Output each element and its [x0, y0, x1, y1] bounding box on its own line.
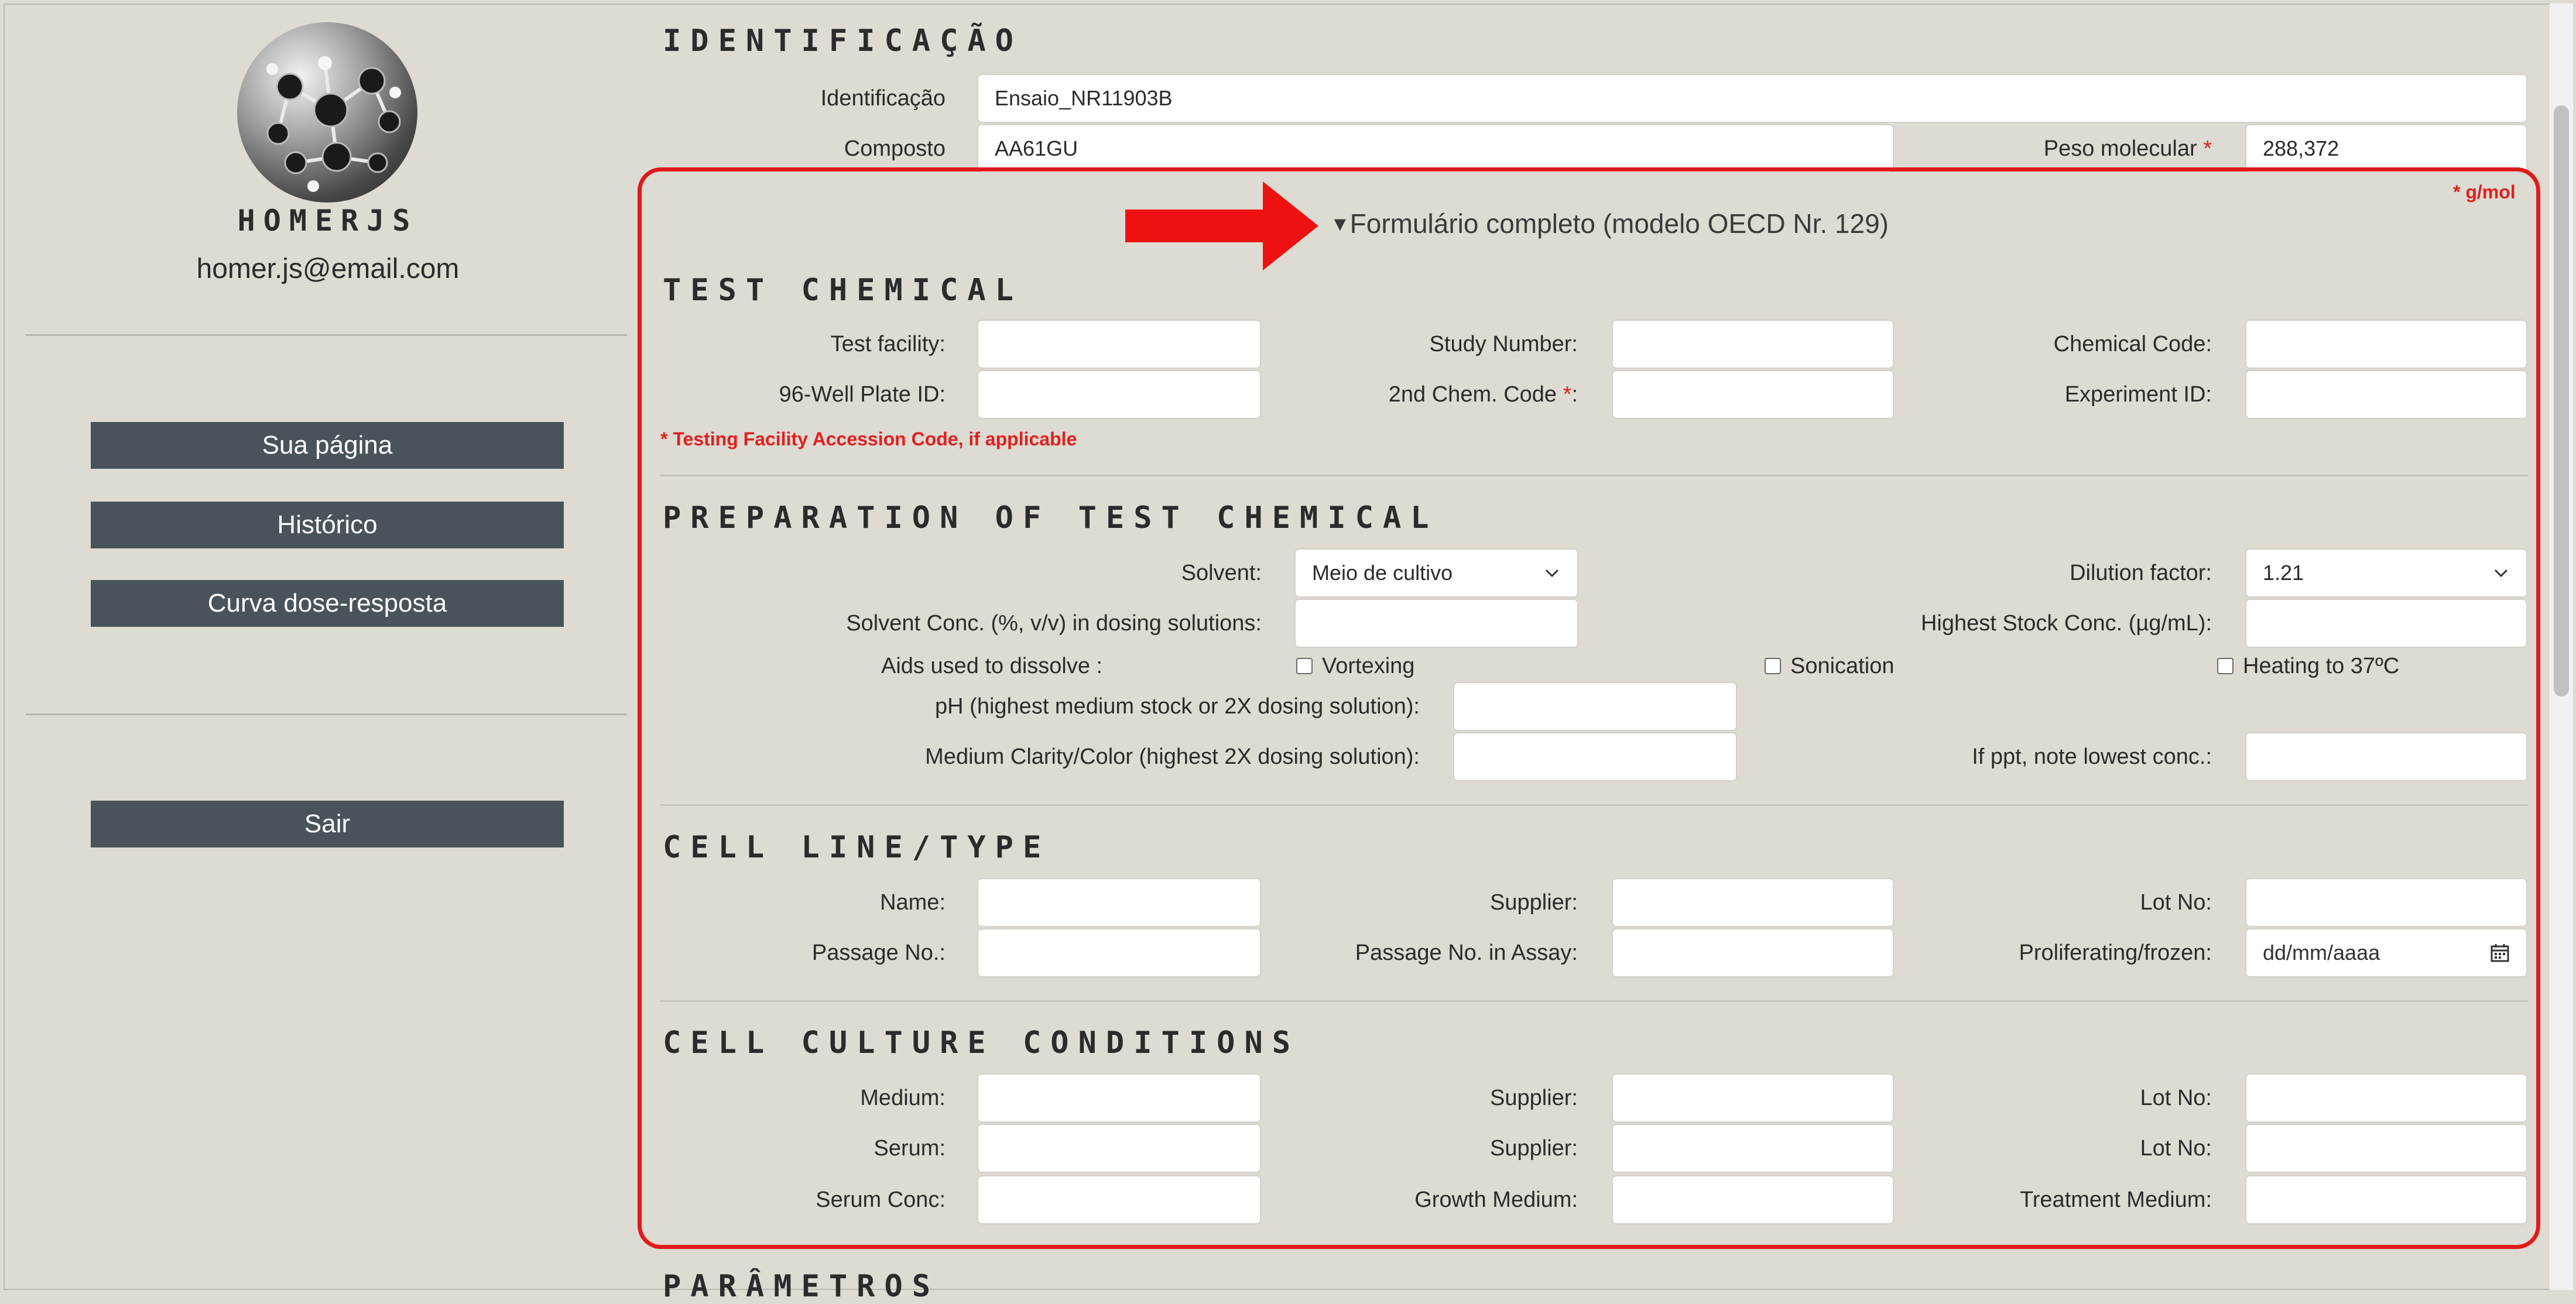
section-title-culture: CELL CULTURE CONDITIONS	[663, 1025, 1300, 1061]
growth-medium-label: Growth Medium:	[1414, 1188, 1578, 1212]
cell-supplier-label: Supplier:	[1490, 890, 1578, 915]
test-facility-label: Test facility:	[830, 332, 946, 356]
experiment-id-input[interactable]	[2245, 370, 2527, 419]
highest-stock-input[interactable]	[2245, 599, 2527, 648]
passage-input[interactable]	[977, 928, 1261, 977]
solvent-select[interactable]	[1294, 548, 1578, 598]
avatar	[237, 22, 417, 203]
medium-lot-label: Lot No:	[2140, 1086, 2212, 1110]
username: HOMERJS	[237, 204, 419, 238]
passage-assay-input[interactable]	[1612, 928, 1894, 977]
serum-conc-input[interactable]	[977, 1175, 1261, 1224]
required-mark: *	[2203, 136, 2212, 161]
form-summary-toggle[interactable]	[1330, 208, 1889, 239]
sidebar-divider	[26, 334, 627, 336]
heating-label: Heating to 37ºC	[2243, 653, 2400, 678]
medium-supplier-input[interactable]	[1612, 1073, 1894, 1123]
clarity-label: Medium Clarity/Color (highest 2X dosing solution):	[925, 744, 1420, 769]
accession-code-note: * Testing Facility Accession Code, if applicable	[660, 428, 1077, 449]
proliferating-date-input[interactable]	[2245, 928, 2527, 977]
triangle-down-icon: ▼	[1330, 213, 1350, 235]
section-title-preparation: PREPARATION OF TEST CHEMICAL	[663, 500, 1438, 536]
section-title-parametros: PARÂMETROS	[663, 1269, 940, 1304]
plate-id-input[interactable]	[977, 370, 1261, 419]
peso-molecular-input[interactable]: 288,372	[2245, 124, 2527, 173]
peso-molecular-label	[1932, 124, 2212, 173]
chem-code-2-input[interactable]	[1612, 370, 1894, 419]
date-placeholder: dd/mm/aaaa	[2263, 941, 2380, 965]
vortexing-checkbox[interactable]	[1296, 658, 1313, 674]
heating-checkbox-row[interactable]	[2217, 648, 2399, 684]
proliferating-label: Proliferating/frozen:	[2019, 941, 2212, 965]
experiment-id-label: Experiment ID:	[2064, 382, 2212, 407]
growth-medium-input[interactable]	[1612, 1175, 1894, 1224]
scrollbar-thumb[interactable]	[2554, 105, 2569, 696]
cell-name-input[interactable]	[977, 878, 1261, 927]
logout-button[interactable]: Sair	[91, 801, 564, 847]
serum-lot-label: Lot No:	[2140, 1136, 2212, 1161]
medium-supplier-label: Supplier:	[1490, 1086, 1578, 1110]
vortexing-label: Vortexing	[1322, 653, 1415, 678]
solvent-value: Meio de cultivo	[1312, 561, 1453, 585]
serum-lot-input[interactable]	[2245, 1124, 2527, 1173]
cell-lot-input[interactable]	[2245, 878, 2527, 927]
composto-input[interactable]: AA61GU	[977, 124, 1894, 173]
solvent-conc-input[interactable]	[1294, 599, 1578, 648]
section-title-test-chemical: TEST CHEMICAL	[663, 273, 1023, 308]
serum-conc-label: Serum Conc:	[816, 1188, 946, 1212]
chemical-code-label: Chemical Code:	[2053, 332, 2212, 356]
dilution-factor-select[interactable]	[2245, 548, 2527, 598]
test-facility-input[interactable]	[977, 320, 1261, 369]
peso-molecular-text: Peso molecular	[2043, 136, 2197, 161]
dilution-factor-label: Dilution factor:	[2070, 561, 2212, 585]
clarity-input[interactable]	[1453, 732, 1737, 781]
nav-button-curva-dose-resposta[interactable]: Curva dose-resposta	[91, 580, 564, 627]
passage-assay-label: Passage No. in Assay:	[1355, 941, 1578, 965]
ppt-input[interactable]	[2245, 732, 2527, 781]
chem-code-2-label	[1317, 370, 1578, 419]
section-divider	[660, 804, 2528, 806]
composto-label: Composto	[844, 136, 946, 161]
study-number-input[interactable]	[1612, 320, 1894, 369]
heating-checkbox[interactable]	[2217, 658, 2234, 674]
solvent-label: Solvent:	[1181, 561, 1262, 585]
dilution-factor-value: 1.21	[2263, 561, 2304, 585]
ppt-label: If ppt, note lowest conc.:	[1972, 744, 2212, 769]
sonication-checkbox-row[interactable]	[1765, 648, 1894, 684]
treatment-medium-label: Treatment Medium:	[2019, 1188, 2212, 1212]
user-email: homer.js@email.com	[196, 253, 460, 284]
identificacao-input[interactable]: Ensaio_NR11903B	[977, 74, 2527, 123]
section-title-cell-line: CELL LINE/TYPE	[663, 830, 1051, 865]
cell-name-label: Name:	[880, 890, 946, 915]
calendar-icon[interactable]	[2490, 943, 2510, 963]
nav-button-historico[interactable]: Histórico	[91, 502, 564, 548]
cell-supplier-input[interactable]	[1612, 878, 1894, 927]
unit-note: * g/mol	[2453, 181, 2516, 203]
highest-stock-label: Highest Stock Conc. (µg/mL):	[1920, 611, 2212, 636]
ph-input[interactable]	[1453, 682, 1737, 731]
identificacao-label: Identificação	[820, 86, 946, 111]
cell-lot-label: Lot No:	[2140, 890, 2212, 915]
nav-button-sua-pagina[interactable]: Sua página	[91, 422, 564, 469]
serum-supplier-input[interactable]	[1612, 1124, 1894, 1173]
sonication-label: Sonication	[1790, 653, 1895, 678]
form-summary-text: Formulário completo (modelo OECD Nr. 129)	[1349, 208, 1889, 239]
treatment-medium-input[interactable]	[2245, 1175, 2527, 1224]
medium-label: Medium:	[860, 1086, 946, 1110]
chevron-down-icon	[2492, 567, 2510, 579]
chem-code-2-text: 2nd Chem. Code	[1388, 382, 1557, 407]
vortexing-checkbox-row[interactable]	[1296, 648, 1414, 684]
colon: :	[1571, 382, 1578, 407]
medium-input[interactable]	[977, 1073, 1261, 1123]
serum-label: Serum:	[873, 1136, 946, 1161]
serum-input[interactable]	[977, 1124, 1261, 1173]
aids-label: Aids used to dissolve :	[881, 653, 1103, 678]
section-title-identificacao: IDENTIFICAÇÃO	[663, 23, 1023, 59]
sonication-checkbox[interactable]	[1765, 658, 1781, 674]
ph-label: pH (highest medium stock or 2X dosing solution):	[935, 694, 1420, 719]
serum-supplier-label: Supplier:	[1490, 1136, 1578, 1161]
chevron-down-icon	[1543, 567, 1561, 579]
red-arrow-icon	[1125, 181, 1318, 270]
required-mark: *	[1563, 382, 1572, 407]
study-number-label: Study Number:	[1429, 332, 1578, 356]
passage-label: Passage No.:	[811, 941, 946, 965]
medium-lot-input[interactable]	[2245, 1073, 2527, 1123]
section-divider	[660, 1000, 2528, 1002]
section-divider	[660, 475, 2528, 476]
solvent-conc-label: Solvent Conc. (%, v/v) in dosing solutions:	[846, 611, 1262, 636]
sidebar-divider	[26, 713, 627, 715]
plate-id-label: 96-Well Plate ID:	[779, 382, 946, 407]
chemical-code-input[interactable]	[2245, 320, 2527, 369]
